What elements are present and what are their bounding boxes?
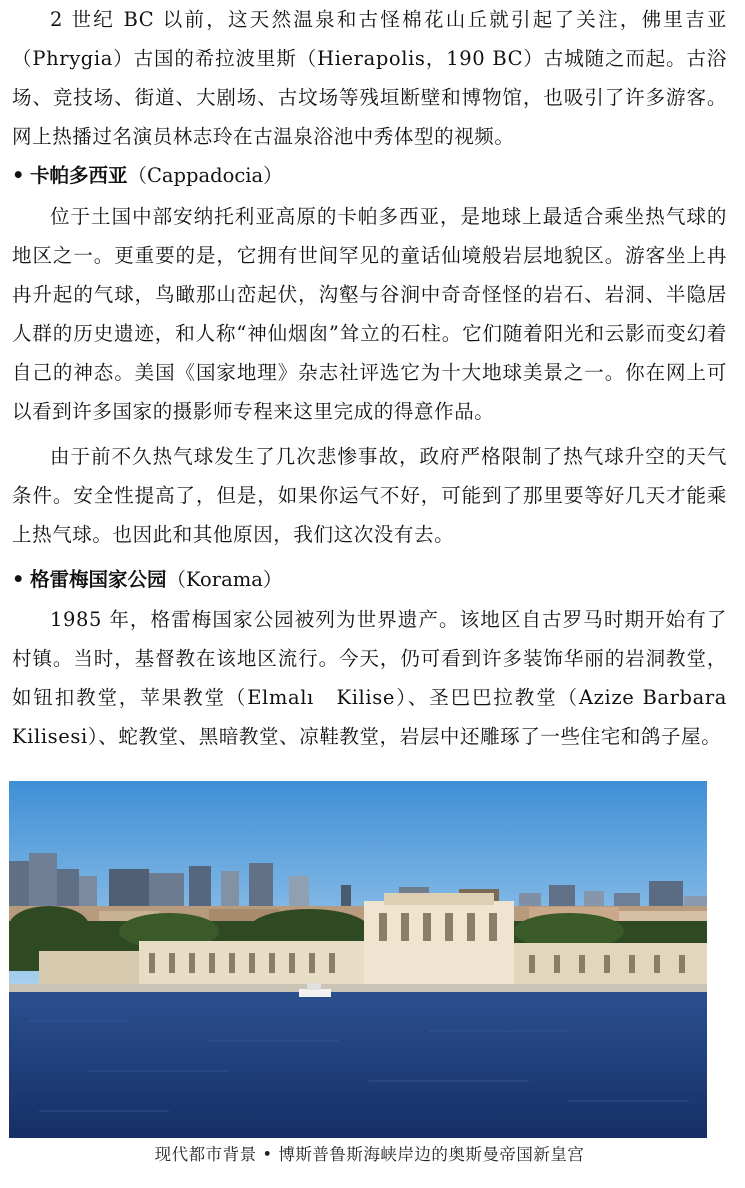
water [9,992,707,1138]
cappadocia-title: 卡帕多西亚 [30,164,128,187]
korama-latin: （Korama） [166,568,283,591]
quay [9,984,707,992]
cappadocia-paragraph-1: 位于土国中部安纳托利亚高原的卡帕多西亚，是地球上最适合乘坐热气球的地区之一。更重要的是，它拥有世间罕见的童话仙境般岩层地貌区。游客坐上冉冉升起的气球，鸟瞰那山峦起伏，沟壑与谷涧中奇奇怪怪的岩石、岩洞、半隐居人群的历史遗迹，和人称“神仙烟囱”耸立的石柱。它们随着阳光和云影而变幻着自己的神态。美国《国家地理》杂志社评选它为十大地球美景之一。你在网上可以看到许多国家的摄影师专程来这里完成的得意作品。 [12,205,727,423]
korama-paragraph-1: 1985 年，格雷梅国家公园被列为世界遗产。该地区自古罗马时期开始有了村镇。当时，基督教在该地区流行。今天，仍可看到许多装饰华丽的岩洞教堂，如钮扣教堂，苹果教堂（Elmalı Kilise）、圣巴巴拉教堂（Azize Barbara Kilisesi）、蛇教堂、黑暗教堂、凉鞋教堂，岩层中还雕琢了一些住宅和鸽子屋。 [12,608,727,748]
cappadocia-paragraph-2: 由于前不久热气球发生了几次悲惨事故，政府严格限制了热气球升空的天气条件。安全性提高了，但是，如果你运气不好，可能到了那里要等好几天才能乘上热气球。也因此和其他原因，我们这次没有去。 [12,445,727,546]
korama-heading [12,560,282,599]
intro-paragraph: 2 世纪 BC 以前，这天然温泉和古怪棉花山丘就引起了关注，佛里吉亚（Phrygia）古国的希拉波里斯（Hierapolis，190 BC）古城随之而起。古浴场、竞技场、街道、大剧场、古坟场等残垣断壁和博物馆，也吸引了许多游客。网上热播过名演员林志玲在古温泉浴池中秀体型的视频。 [12,8,727,148]
cappadocia-latin: （Cappadocia） [127,164,283,187]
korama-title: 格雷梅国家公园 [30,568,167,591]
photo-caption: 现代都市背景 • 博斯普鲁斯海峡岸边的奥斯曼帝国新皇宫 [154,1145,585,1164]
cappadocia-heading [12,156,283,195]
bullet-icon: • [12,568,25,591]
palace-photo [9,781,707,1138]
bullet-icon: • [12,164,25,187]
